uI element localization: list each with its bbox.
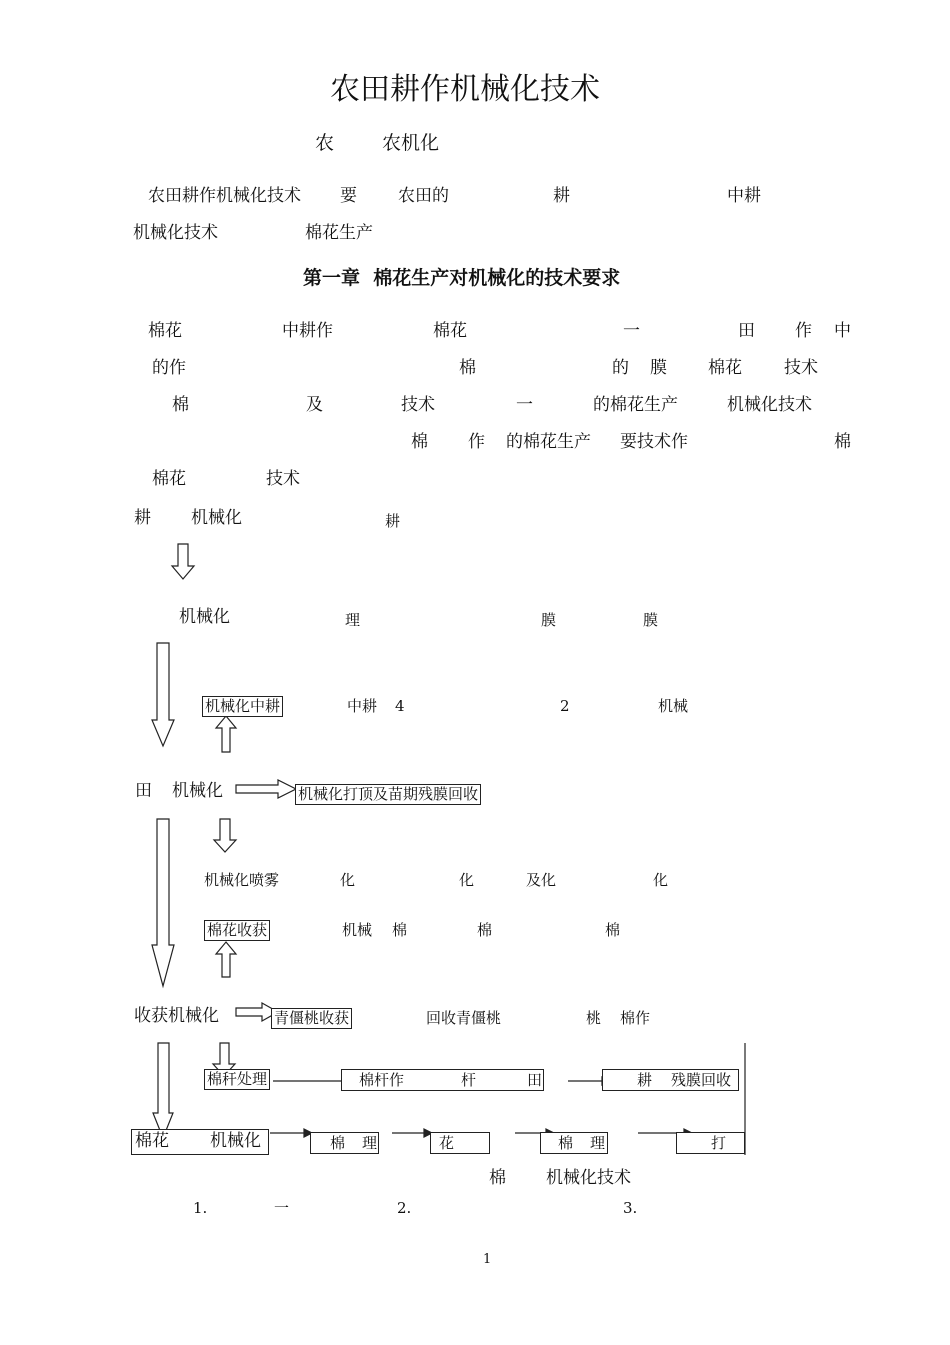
- figure-caption: 棉: [489, 1168, 506, 1188]
- box-text: 棉: [558, 1134, 574, 1152]
- flow-label: 膜: [643, 611, 659, 629]
- list-item: 3.: [623, 1199, 638, 1217]
- para-text: 技术: [266, 469, 300, 489]
- flow-label: 机械: [658, 697, 689, 715]
- flow-box-cotton-harvest: 棉花收获: [204, 920, 270, 941]
- para-text: 的作: [152, 358, 186, 378]
- para-text: 技术: [784, 358, 818, 378]
- flow-label: 中耕: [347, 697, 378, 715]
- intro-text: 中耕: [727, 186, 761, 206]
- para-text: 及: [306, 395, 323, 415]
- box-text: 打: [711, 1134, 727, 1152]
- flow-label: 机械化: [191, 508, 242, 528]
- flow-label: 田: [135, 781, 152, 801]
- para-text: 田: [738, 321, 755, 341]
- box-text: 棉: [330, 1134, 346, 1152]
- para-text: 技术: [401, 395, 435, 415]
- intro-text: 机械化技术: [133, 223, 218, 243]
- flow-label: 化: [340, 871, 356, 889]
- box-text: 残膜回收: [671, 1071, 732, 1089]
- intro-text: 农田耕作机械化技术: [148, 186, 301, 206]
- para-text: 要技术作: [620, 432, 688, 452]
- flow-box-green-boll-harvest: 青僵桃收获: [271, 1008, 352, 1029]
- subtitle-part-1: 农: [315, 132, 335, 154]
- flow-label: 棉作: [620, 1009, 651, 1027]
- para-text: 机械化技术: [727, 395, 812, 415]
- box-text: 田: [527, 1071, 543, 1089]
- intro-text: 要: [340, 186, 357, 206]
- list-item: 一: [274, 1199, 290, 1217]
- down-arrow-icon: [152, 643, 174, 746]
- para-text: 的棉花生产: [593, 395, 678, 415]
- document-title: 农田耕作机械化技术: [330, 72, 600, 107]
- flow-box-step: [676, 1132, 745, 1154]
- para-text: 作: [795, 321, 812, 341]
- flow-label: 化: [459, 871, 475, 889]
- down-arrow-icon: [152, 819, 174, 986]
- page-number: 1: [483, 1252, 492, 1267]
- flow-label: 膜: [541, 611, 557, 629]
- flow-label: 桃: [586, 1009, 602, 1027]
- down-arrow-icon: [172, 544, 194, 579]
- flow-box-cotton-mech: [131, 1129, 269, 1155]
- para-text: 作: [468, 432, 485, 452]
- flow-box-step: [430, 1132, 490, 1154]
- box-text: 机械化: [210, 1131, 261, 1151]
- flow-label: 机械化喷雾: [204, 871, 280, 889]
- para-text: 一: [516, 395, 533, 415]
- intro-text: 棉花生产: [305, 223, 373, 243]
- flow-label: 及化: [526, 871, 557, 889]
- flow-label: 棉: [605, 921, 621, 939]
- flow-box-film-recovery: [602, 1069, 739, 1091]
- box-text: 棉花: [135, 1131, 169, 1151]
- flow-label: 机械化: [179, 607, 230, 627]
- up-arrow-icon: [216, 716, 236, 752]
- flow-box-step: [540, 1132, 608, 1154]
- subtitle-part-2: 农机化: [382, 132, 440, 154]
- flow-label: 2: [560, 697, 570, 715]
- figure-caption: 机械化技术: [546, 1168, 631, 1188]
- para-text: 的: [612, 358, 629, 378]
- flow-box-step: [310, 1132, 379, 1154]
- flow-label: 耕: [134, 508, 151, 528]
- box-text: 棉杆作: [359, 1071, 405, 1089]
- para-text: 棉花: [708, 358, 742, 378]
- box-text: 杆: [461, 1071, 477, 1089]
- list-item: 1.: [193, 1199, 208, 1217]
- box-text: 理: [590, 1134, 606, 1152]
- flow-label: 化: [653, 871, 669, 889]
- up-arrow-icon: [216, 942, 236, 977]
- para-text: 中耕作: [282, 321, 333, 341]
- flow-label: 机械化: [172, 781, 223, 801]
- para-text: 一: [623, 321, 640, 341]
- para-text: 棉: [459, 358, 476, 378]
- down-arrow-icon: [153, 1043, 173, 1138]
- para-text: 棉: [834, 432, 851, 452]
- box-text: 花: [439, 1134, 455, 1152]
- box-text: 理: [362, 1134, 378, 1152]
- para-text: 棉: [172, 395, 189, 415]
- flow-label: 耕: [385, 512, 401, 530]
- flow-label: 机械: [342, 921, 373, 939]
- para-text: 棉花: [433, 321, 467, 341]
- flow-label: 回收青僵桃: [426, 1009, 502, 1027]
- down-arrow-icon: [214, 819, 236, 852]
- chapter-heading: 第一章 棉花生产对机械化的技术要求: [303, 267, 621, 289]
- para-text: 棉: [411, 432, 428, 452]
- intro-text: 农田的: [398, 186, 449, 206]
- flow-box-stalk-processing: 棉秆处理: [204, 1069, 270, 1090]
- list-item: 2.: [397, 1199, 412, 1217]
- flow-label: 理: [345, 611, 361, 629]
- para-text: 棉花: [152, 469, 186, 489]
- flow-label: 棉: [392, 921, 408, 939]
- right-arrow-icon: [236, 780, 296, 798]
- para-text: 中: [834, 321, 851, 341]
- para-text: 的棉花生产: [506, 432, 591, 452]
- intro-text: 耕: [553, 186, 570, 206]
- flow-label: 收获机械化: [134, 1006, 219, 1026]
- para-text: 膜: [650, 358, 667, 378]
- box-text: 耕: [637, 1071, 653, 1089]
- flow-label: 4: [395, 697, 405, 715]
- flow-box-topping: 机械化打顶及苗期残膜回收: [295, 784, 481, 805]
- flow-label: 棉: [477, 921, 493, 939]
- flow-box-mid-tillage: 机械化中耕: [202, 696, 283, 717]
- para-text: 棉花: [148, 321, 182, 341]
- flow-box-stalk-return: [341, 1069, 544, 1091]
